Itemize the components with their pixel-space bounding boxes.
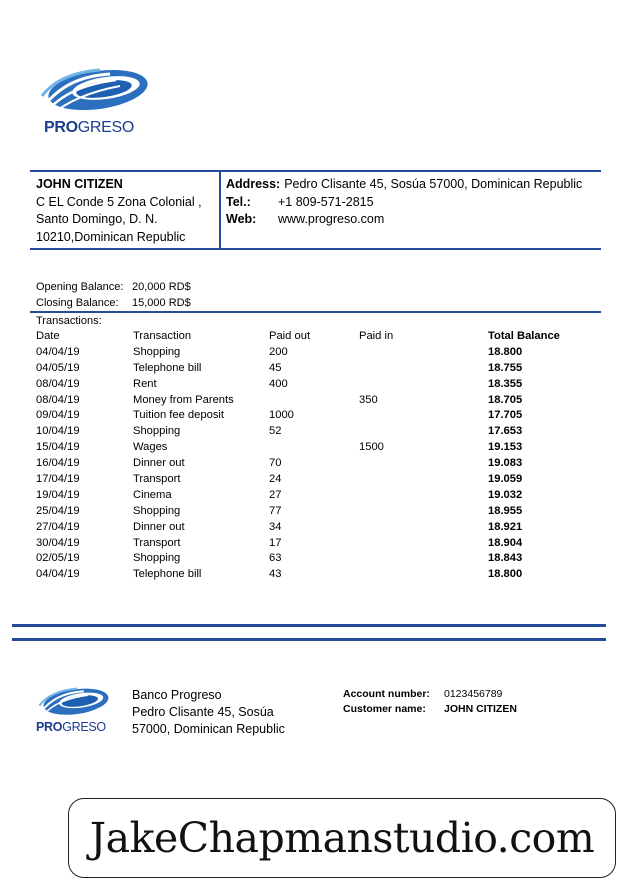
cell-paid-in: 1500 bbox=[359, 441, 384, 454]
table-row bbox=[36, 440, 588, 456]
bank-address-line: 57000, Dominican Republic bbox=[132, 722, 285, 736]
cell-paid-out: 52 bbox=[269, 425, 282, 438]
header-top-rule bbox=[30, 170, 601, 172]
watermark-text: JakeChapmanstudio.com bbox=[89, 814, 595, 862]
address-label: Address: bbox=[226, 177, 281, 191]
column-header-total-balance: Total Balance bbox=[488, 330, 560, 342]
table-header-row bbox=[36, 329, 588, 345]
cell-date: 04/04/19 bbox=[36, 345, 80, 358]
cell-paid-out: 27 bbox=[269, 488, 282, 501]
cell-paid-in: 350 bbox=[359, 393, 378, 406]
cell-date: 30/04/19 bbox=[36, 536, 80, 549]
column-header-paid-out: Paid out bbox=[269, 330, 311, 342]
address-value: Pedro Clisante 45, Sosúa 57000, Dominican Republic bbox=[284, 177, 583, 191]
cell-total-balance: 18.355 bbox=[488, 377, 523, 390]
customer-address-line: C EL Conde 5 Zona Colonial , bbox=[36, 194, 202, 209]
balance-rule bbox=[30, 311, 601, 313]
cell-total-balance: 18.955 bbox=[488, 504, 523, 517]
cell-paid-in bbox=[359, 520, 488, 536]
cell-paid-out: 43 bbox=[269, 568, 282, 581]
watermark-box bbox=[68, 798, 616, 878]
cell-paid-in bbox=[359, 536, 488, 552]
cell-total-balance: 19.083 bbox=[488, 457, 523, 470]
table-row bbox=[36, 504, 588, 520]
footer-progreso-swoosh-icon bbox=[34, 686, 114, 720]
cell-description: Tuition fee deposit bbox=[133, 409, 225, 422]
column-header-paid-in: Paid in bbox=[359, 330, 394, 342]
transactions-table bbox=[36, 329, 588, 583]
cell-date: 27/04/19 bbox=[36, 520, 80, 533]
progreso-logo bbox=[40, 66, 150, 138]
cell-paid-in bbox=[359, 567, 488, 583]
web-label: Web: bbox=[226, 212, 257, 226]
tel-value: +1 809-571-2815 bbox=[278, 194, 374, 209]
table-row bbox=[36, 488, 588, 504]
cell-description: Money from Parents bbox=[133, 393, 234, 406]
cell-description: Transport bbox=[133, 473, 181, 486]
closing-balance-value: 15,000 RD$ bbox=[132, 296, 191, 309]
opening-balance-value: 20,000 RD$ bbox=[132, 281, 191, 293]
account-info bbox=[343, 687, 517, 716]
cell-paid-out: 200 bbox=[269, 345, 288, 358]
table-row bbox=[36, 361, 588, 377]
tel-label: Tel.: bbox=[226, 194, 251, 209]
cell-paid-in bbox=[359, 472, 488, 488]
cell-description: Dinner out bbox=[133, 457, 185, 470]
cell-paid-in bbox=[359, 551, 488, 567]
account-number-label: Account number: bbox=[343, 688, 430, 700]
cell-description: Shopping bbox=[133, 345, 181, 358]
cell-total-balance: 18.800 bbox=[488, 345, 523, 358]
cell-description: Dinner out bbox=[133, 520, 185, 533]
balance-summary bbox=[36, 280, 191, 311]
cell-date: 16/04/19 bbox=[36, 457, 80, 470]
footer-brand-name: PROGRESO bbox=[36, 720, 106, 734]
table-row bbox=[36, 424, 588, 440]
cell-date: 17/04/19 bbox=[36, 473, 80, 486]
cell-date: 02/05/19 bbox=[36, 552, 80, 565]
cell-date: 09/04/19 bbox=[36, 409, 80, 422]
cell-paid-out: 17 bbox=[269, 536, 282, 549]
table-row bbox=[36, 536, 588, 552]
cell-paid-in bbox=[359, 504, 488, 520]
bank-address-block bbox=[132, 687, 285, 738]
account-number-value: 0123456789 bbox=[444, 688, 503, 700]
column-header-transaction: Transaction bbox=[133, 330, 192, 342]
cell-description: Rent bbox=[133, 377, 157, 390]
header-divider bbox=[219, 172, 221, 249]
table-row bbox=[36, 567, 588, 583]
customer-name-value: JOHN CITIZEN bbox=[444, 702, 517, 715]
cell-date: 19/04/19 bbox=[36, 488, 80, 501]
cell-total-balance: 18.904 bbox=[488, 536, 523, 549]
cell-description: Shopping bbox=[133, 425, 181, 438]
transactions-caption: Transactions: bbox=[36, 315, 102, 327]
header-bottom-rule bbox=[30, 248, 601, 250]
footer-top-rule bbox=[12, 624, 606, 627]
cell-paid-out: 1000 bbox=[269, 409, 294, 422]
table-row bbox=[36, 520, 588, 536]
cell-paid-out: 63 bbox=[269, 552, 282, 565]
bank-address-line: Pedro Clisante 45, Sosúa bbox=[132, 705, 274, 719]
cell-description: Cinema bbox=[133, 488, 172, 501]
cell-total-balance: 18.755 bbox=[488, 361, 523, 374]
cell-paid-out bbox=[269, 393, 359, 409]
cell-date: 08/04/19 bbox=[36, 377, 80, 390]
customer-address-line: 10210,Dominican Republic bbox=[36, 229, 186, 244]
cell-date: 10/04/19 bbox=[36, 425, 80, 438]
footer-bottom-rule bbox=[12, 638, 606, 641]
closing-balance-label: Closing Balance: bbox=[36, 296, 119, 309]
cell-paid-out: 400 bbox=[269, 377, 288, 390]
column-header-date: Date bbox=[36, 330, 60, 342]
cell-total-balance: 19.059 bbox=[488, 473, 523, 486]
cell-paid-in bbox=[359, 377, 488, 393]
cell-description: Wages bbox=[133, 441, 168, 454]
customer-block bbox=[36, 176, 202, 246]
table-row bbox=[36, 472, 588, 488]
progreso-swoosh-icon bbox=[40, 66, 150, 118]
cell-date: 04/05/19 bbox=[36, 361, 80, 374]
table-row bbox=[36, 345, 588, 361]
cell-total-balance: 18.843 bbox=[488, 552, 523, 565]
customer-name-label: Customer name: bbox=[343, 702, 426, 715]
cell-total-balance: 19.032 bbox=[488, 488, 523, 501]
contact-block bbox=[226, 176, 582, 229]
cell-paid-out bbox=[269, 440, 359, 456]
cell-paid-in bbox=[359, 424, 488, 440]
bank-address-line: Banco Progreso bbox=[132, 688, 222, 702]
table-row bbox=[36, 456, 588, 472]
cell-total-balance: 17.653 bbox=[488, 425, 523, 438]
cell-description: Telephone bill bbox=[133, 361, 202, 374]
cell-description: Shopping bbox=[133, 504, 181, 517]
cell-paid-in bbox=[359, 345, 488, 361]
cell-paid-out: 70 bbox=[269, 457, 282, 470]
cell-paid-in bbox=[359, 408, 488, 424]
cell-paid-in bbox=[359, 361, 488, 377]
cell-date: 08/04/19 bbox=[36, 393, 80, 406]
cell-paid-in bbox=[359, 456, 488, 472]
cell-paid-out: 45 bbox=[269, 361, 282, 374]
table-row bbox=[36, 377, 588, 393]
cell-description: Shopping bbox=[133, 552, 181, 565]
cell-paid-out: 34 bbox=[269, 520, 282, 533]
opening-balance-label: Opening Balance: bbox=[36, 281, 124, 293]
cell-description: Telephone bill bbox=[133, 568, 202, 581]
cell-date: 15/04/19 bbox=[36, 441, 80, 454]
table-row bbox=[36, 393, 588, 409]
customer-name: JOHN CITIZEN bbox=[36, 177, 123, 191]
cell-description: Transport bbox=[133, 536, 181, 549]
cell-total-balance: 18.800 bbox=[488, 568, 523, 581]
customer-address-line: Santo Domingo, D. N. bbox=[36, 212, 158, 226]
table-row bbox=[36, 551, 588, 567]
cell-paid-out: 24 bbox=[269, 473, 282, 486]
cell-total-balance: 17.705 bbox=[488, 409, 523, 422]
footer-progreso-logo bbox=[34, 686, 114, 738]
web-value: www.progreso.com bbox=[278, 212, 385, 226]
cell-total-balance: 19.153 bbox=[488, 441, 523, 454]
cell-paid-out: 77 bbox=[269, 504, 282, 517]
cell-total-balance: 18.705 bbox=[488, 393, 523, 406]
cell-paid-in bbox=[359, 488, 488, 504]
table-row bbox=[36, 408, 588, 424]
brand-name: PROGRESO bbox=[44, 119, 135, 136]
cell-date: 25/04/19 bbox=[36, 504, 80, 517]
cell-date: 04/04/19 bbox=[36, 568, 80, 581]
cell-total-balance: 18.921 bbox=[488, 520, 523, 533]
